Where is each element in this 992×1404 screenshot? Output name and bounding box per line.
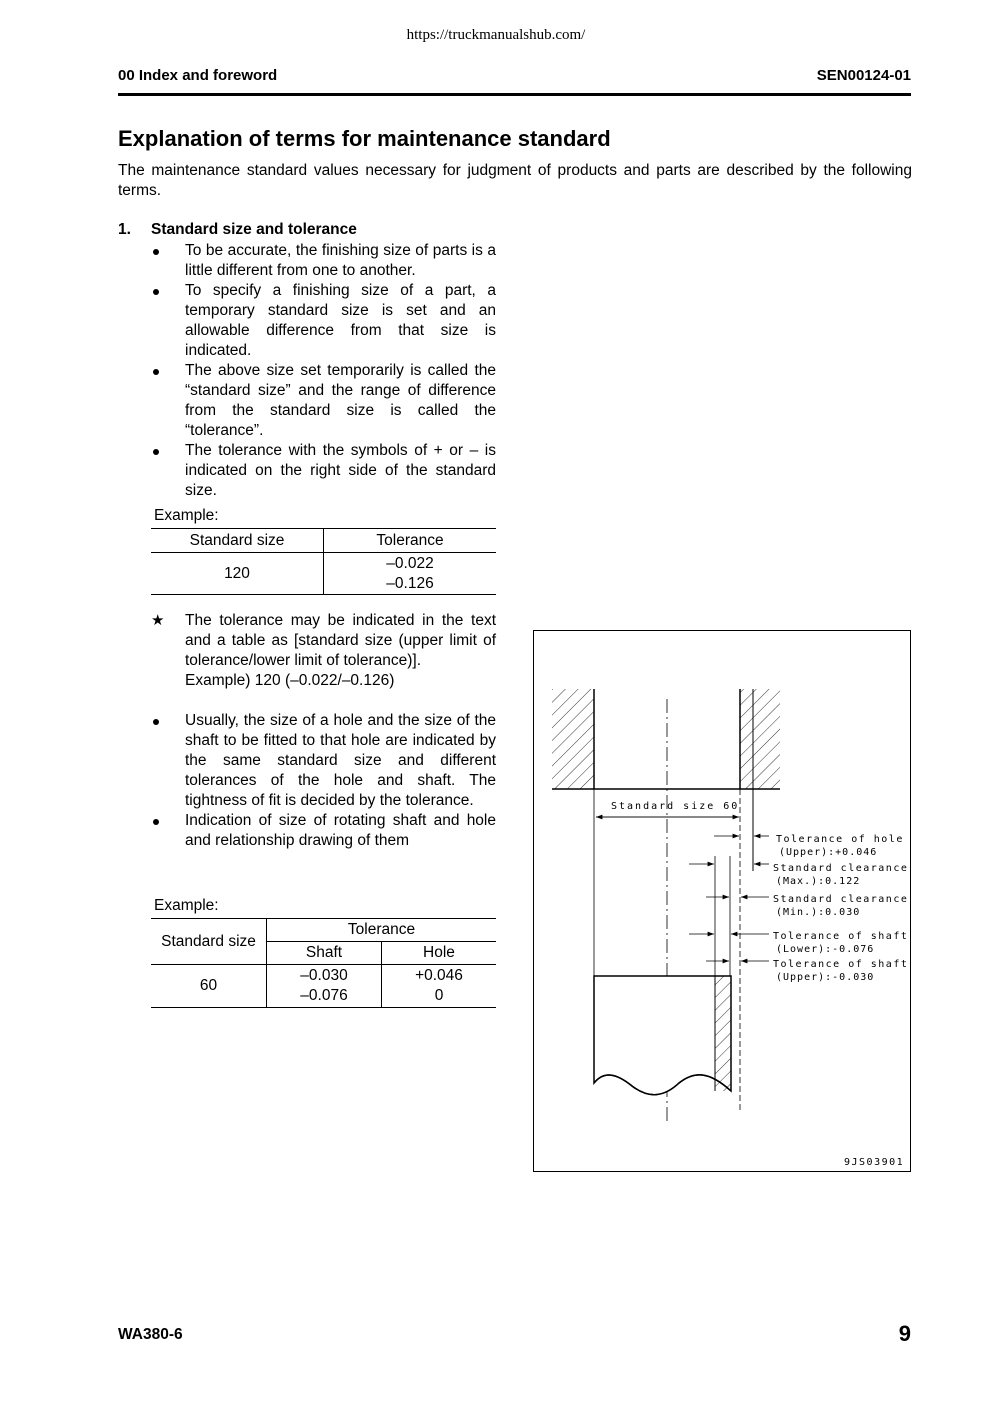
table-header-standard-size: Standard size — [151, 529, 324, 553]
label-tol-hole-2: (Upper):+0.046 — [779, 847, 878, 858]
shaft-tolerance-hatch — [715, 976, 731, 1091]
star-note — [152, 611, 496, 691]
shaft-upper: –0.030 — [300, 967, 348, 984]
bullet-dot-icon — [153, 449, 159, 455]
label-tol-shaft-lower-1: Tolerance of shaft — [773, 931, 909, 942]
star-note-text: The tolerance may be indicated in the text and a table as [standard size (upper limit of tolerance/lower limit of tolerance)]. — [185, 612, 496, 669]
bullet-dot-icon — [153, 249, 159, 255]
footer-model: WA380-6 — [118, 1326, 183, 1343]
list-item — [152, 711, 496, 811]
label-clr-max-2: (Max.):0.122 — [776, 876, 861, 887]
fit-diagram — [533, 630, 911, 1172]
table-header-tolerance: Tolerance — [267, 919, 497, 942]
page-title: Explanation of terms for maintenance standard — [118, 126, 611, 151]
figure-code: 9JS03901 — [844, 1157, 905, 1168]
section-number: 1. — [118, 221, 131, 238]
label-tol-shaft-upper-1: Tolerance of shaft — [773, 959, 909, 970]
star-note-body — [152, 611, 496, 691]
star-note-example: Example) 120 (–0.022/–0.126) — [185, 672, 395, 689]
header-doc-code: SEN00124-01 — [816, 67, 911, 84]
bullet-dot-icon — [153, 289, 159, 295]
table-cell-size: 60 — [151, 965, 267, 1008]
list-item-text: Indication of size of rotating shaft and hole and relationship drawing of them — [185, 812, 496, 849]
fit-diagram-svg — [534, 631, 910, 1171]
example-table-2 — [151, 918, 496, 1008]
list-item-text: To be accurate, the finishing size of parts is a little different from one to another. — [185, 242, 496, 279]
list-item — [152, 361, 496, 441]
table-cell-size: 120 — [151, 553, 324, 595]
shaft-lower: –0.076 — [300, 987, 348, 1004]
list-item — [152, 811, 496, 851]
section-title: Standard size and tolerance — [151, 221, 357, 238]
bullet-list-2 — [152, 711, 496, 851]
list-item — [152, 441, 496, 501]
label-clr-min-1: Standard clearance — [773, 894, 909, 905]
label-tol-hole-1: Tolerance of hole — [776, 834, 904, 845]
label-clr-max-1: Standard clearance — [773, 863, 909, 874]
tolerance-lower: –0.126 — [386, 574, 434, 592]
table-cell-shaft — [267, 965, 382, 1008]
list-item-text: The tolerance with the symbols of + or – is indicated on the right side of the standard size. — [185, 442, 496, 499]
list-item — [152, 241, 496, 281]
label-tol-shaft-upper-2: (Upper):-0.030 — [776, 972, 875, 983]
hole-upper: +0.046 — [415, 967, 463, 984]
table-cell-hole — [382, 965, 497, 1008]
std-size-label: Standard size 60 — [611, 801, 740, 812]
list-item-text: Usually, the size of a hole and the size of the shaft to be fitted to that hole are indicated by the same standard size and different tolerances of the hole and shaft. The tightness of fit is decided by the tolerance. — [185, 712, 496, 809]
source-url[interactable]: https://truckmanualshub.com/ — [406, 27, 586, 43]
table-header-hole: Hole — [423, 944, 455, 961]
label-tol-shaft-lower-2: (Lower):-0.076 — [776, 944, 875, 955]
bullet-list-1 — [152, 241, 496, 501]
bullet-dot-icon — [153, 719, 159, 725]
table-header-shaft: Shaft — [267, 942, 382, 965]
table-header-standard-size: Standard size — [151, 919, 267, 965]
list-item-text: The above size set temporarily is called the “standard size” and the range of difference from the standard size is called the “tolerance”. — [185, 362, 496, 439]
table-header-tolerance: Tolerance — [376, 531, 444, 549]
hole-wall-left-hatch — [552, 689, 594, 789]
bullet-dot-icon — [153, 369, 159, 375]
bullet-dot-icon — [153, 819, 159, 825]
section-heading — [118, 221, 357, 239]
table-cell-tolerance — [324, 553, 497, 595]
page-number: 9 — [898, 1321, 911, 1346]
label-clr-min-2: (Min.):0.030 — [776, 907, 861, 918]
star-icon: ★ — [151, 612, 165, 629]
intro-paragraph: The maintenance standard values necessary for judgment of products and parts are described by the following terms. — [118, 162, 912, 199]
example-table-1 — [151, 528, 496, 595]
header-rule — [118, 93, 911, 96]
header-section-title: 00 Index and foreword — [118, 67, 278, 84]
example-label: Example: — [154, 897, 219, 914]
list-item-text: To specify a finishing size of a part, a temporary standard size is set and an allowable difference from that size is indicated. — [185, 282, 496, 359]
list-item — [152, 281, 496, 361]
hole-lower: 0 — [434, 987, 444, 1004]
tolerance-upper: –0.022 — [386, 554, 434, 572]
example-label: Example: — [154, 507, 219, 524]
